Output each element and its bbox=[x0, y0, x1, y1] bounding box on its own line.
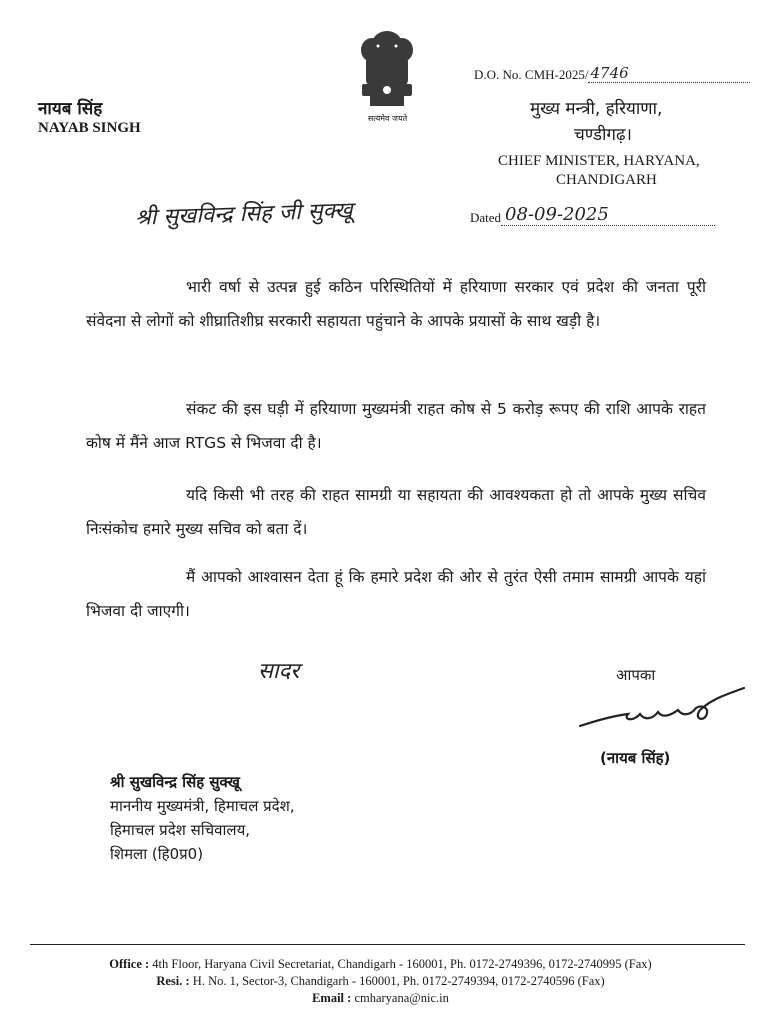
signatory-name: (नायब सिंह) bbox=[600, 749, 671, 767]
body-paragraph-3: यदि किसी भी तरह की राहत सामग्री या सहायता की आवश्यकता हो तो आपके मुख्य सचिव निःसंकोच हमारे मुख्य सचिव को बता दें। bbox=[86, 486, 706, 538]
addressee-line-2: हिमाचल प्रदेश सचिवालय, bbox=[110, 821, 251, 839]
do-label: D.O. No. CMH-2025/ bbox=[474, 67, 589, 82]
do-number-value: 4746 bbox=[588, 64, 750, 83]
body-paragraph-4: मैं आपको आश्वासन देता हूं कि हमारे प्रदेश की ओर से तुरंत ऐसी तमाम सामग्री आपके यहां भिजवा दी जाएगी। bbox=[86, 568, 706, 620]
signature-icon bbox=[578, 686, 748, 736]
footer-resi-text: H. No. 1, Sector-3, Chandigarh - 160001, Ph. 0172-2749394, 0172-2740596 (Fax) bbox=[192, 974, 605, 988]
office-title-english-line2: CHANDIGARH bbox=[556, 172, 657, 188]
footer-office-line bbox=[0, 956, 761, 973]
footer-office-label: Office : bbox=[109, 957, 150, 971]
addressee-name: श्री सुखविन्द्र सिंह सुक्खू bbox=[110, 773, 240, 791]
do-number-row bbox=[474, 64, 750, 83]
addressee-line-1: माननीय मुख्यमंत्री, हिमाचल प्रदेश, bbox=[110, 797, 295, 815]
dated-value: 08-09-2025 bbox=[501, 204, 715, 226]
footer-email-line bbox=[0, 990, 761, 1007]
footer-resi-label: Resi. : bbox=[156, 974, 190, 988]
body-paragraph-2: संकट की इस घड़ी में हरियाणा मुख्यमंत्री राहत कोष से 5 करोड़ रूपए की राशि आपके राहत कोष में मैंने आज RTGS से भिजवा दी है। bbox=[86, 400, 706, 452]
footer-email-text: cmharyana@nic.in bbox=[354, 991, 449, 1005]
handwritten-note: सादर bbox=[258, 659, 300, 684]
footer bbox=[0, 956, 761, 1007]
addressee-line-3: शिमला (हि0प्र0) bbox=[110, 845, 204, 863]
office-title-hindi-line1: मुख्य मन्त्री, हरियाणा, bbox=[530, 99, 663, 119]
office-title-hindi-line2: चण्डीगढ़। bbox=[574, 125, 632, 145]
footer-divider bbox=[30, 944, 745, 945]
footer-office-text: 4th Floor, Haryana Civil Secretariat, Chandigarh - 160001, Ph. 0172-2749396, 0172-2740995 (Fax) bbox=[152, 957, 652, 971]
footer-resi-line bbox=[0, 973, 761, 990]
sender-name-english: NAYAB SINGH bbox=[38, 120, 141, 136]
handwritten-salutation: श्री सुखविन्द्र सिंह जी सुक्खू bbox=[134, 198, 353, 231]
dated-label: Dated bbox=[470, 210, 502, 225]
closing-text: आपका bbox=[616, 666, 656, 684]
sender-name-hindi: नायब सिंह bbox=[38, 99, 103, 119]
office-title-english-line1: CHIEF MINISTER, HARYANA, bbox=[498, 153, 700, 169]
dated-row bbox=[470, 204, 715, 226]
addressee-block bbox=[110, 770, 295, 866]
emblem-motto: सत्यमेव जयते bbox=[367, 114, 408, 123]
body-paragraph-1: भारी वर्षा से उत्पन्न हुई कठिन परिस्थितियों में हरियाणा सरकार एवं प्रदेश की जनता पूरी संवेदना से लोगों को शीघ्रातिशीघ्र सरकारी सहायता पहुंचाने के आपके प्रयासों के साथ खड़ी है। bbox=[86, 278, 706, 330]
footer-email-label: Email : bbox=[312, 991, 352, 1005]
